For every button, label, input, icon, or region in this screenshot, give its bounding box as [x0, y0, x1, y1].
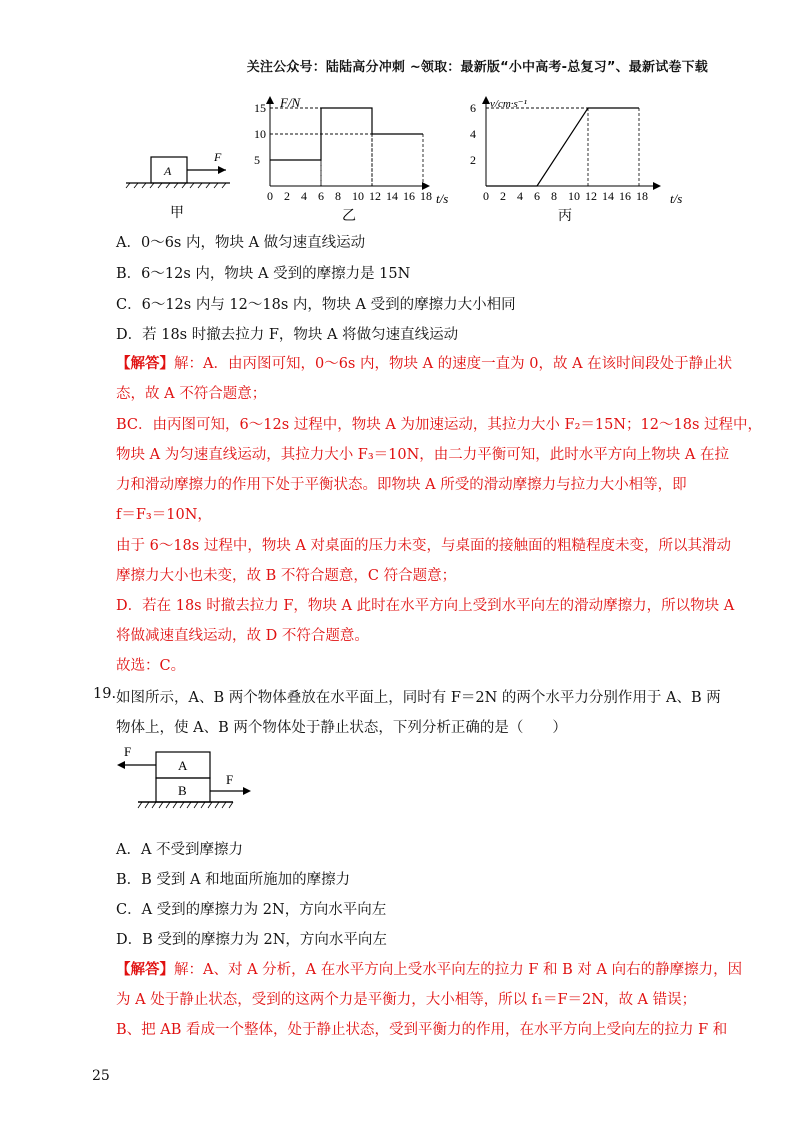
x-tick-label: 4	[517, 189, 523, 203]
caption-yi: 乙	[342, 209, 356, 224]
y-tick-label: 5	[254, 153, 260, 167]
q18-answer-line: 态，故 A 不符合题意；	[116, 386, 267, 402]
caption-bing: 丙	[558, 209, 572, 224]
page-header: 关注公众号：陆陆高分冲刺 ~领取：最新版“小中高考-总复习”、最新试卷下载	[246, 60, 708, 75]
x-tick-label: 16	[619, 189, 631, 203]
q19-answer-line: B、把 AB 看成一个整体，处于静止状态，受到平衡力的作用，在水平方向上受向左的拉力 F 和	[116, 1022, 728, 1038]
figure-jia	[118, 140, 238, 220]
figure-q19	[108, 740, 268, 818]
x-tick-label: 2	[284, 189, 290, 203]
ground-hatch	[126, 183, 226, 188]
q19-option-a: A．A 不受到摩擦力	[116, 842, 244, 858]
y-arrow	[482, 96, 490, 104]
q18-option-a: A．0～6s 内，物块 A 做匀速直线运动	[116, 235, 366, 251]
q18-answer-line: 力和滑动摩擦力的作用下处于平衡状态。即物块 A 所受的滑动摩擦力与拉力大小相等，即	[116, 477, 687, 493]
chart-yi	[250, 92, 465, 224]
x-tick-label: 4	[301, 189, 307, 203]
y-arrow	[266, 96, 274, 104]
q19-option-c: C．A 受到的摩擦力为 2N，方向水平向左	[116, 902, 387, 918]
x-tick-label: 8	[551, 189, 557, 203]
y-tick-label: 15	[254, 101, 266, 115]
q19-stem-line: 物体上，使 A、B 两个物体处于静止状态，下列分析正确的是（ ）	[116, 720, 567, 736]
x-tick-label: 8	[335, 189, 341, 203]
x-label: t/s	[436, 191, 449, 206]
y-tick-label: 4	[470, 127, 476, 141]
x-tick-label: 6	[534, 189, 540, 203]
x-tick-label: 12	[585, 189, 597, 203]
x-label: t/s	[670, 191, 683, 206]
question-number: 19.	[93, 686, 117, 702]
q18-answer-line: 由于 6～18s 过程中，物块 A 对桌面的压力未变，与桌面的接触面的粗糙程度未变，所以其滑动	[116, 538, 732, 554]
q18-answer-line: 摩擦力大小也未变，故 B 不符合题意，C 符合题意；	[116, 568, 457, 584]
x-tick-label: 6	[318, 189, 324, 203]
answer-label: 【解答】	[116, 961, 174, 978]
block-label: A	[164, 164, 172, 178]
answer-label: 【解答】	[116, 355, 174, 372]
y-tick-label: 2	[470, 153, 476, 167]
left-force-label: F	[124, 744, 132, 759]
q18-option-c: C．6～12s 内与 12～18s 内，物块 A 受到的摩擦力大小相同	[116, 297, 516, 313]
q19-option-b: B．B 受到 A 和地面所施加的摩擦力	[116, 872, 351, 888]
y-label: F/N	[280, 95, 301, 110]
x-tick-label: 14	[602, 189, 614, 203]
arrow-head	[218, 166, 226, 174]
q18-option-d: D．若 18s 时撤去拉力 F，物块 A 将做匀速直线运动	[116, 327, 459, 343]
right-force-label: F	[226, 772, 234, 787]
q18-option-b: B．6～12s 内，物块 A 受到的摩擦力是 15N	[116, 266, 411, 282]
q18-answer-line: D．若在 18s 时撤去拉力 F，物块 A 此时在水平方向上受到水平向左的滑动摩擦力，所以物块 A	[116, 598, 735, 614]
ground-hatch	[138, 802, 233, 808]
caption-jia: 甲	[170, 206, 184, 220]
q19-stem-line: 如图所示，A、B 两个物体叠放在水平面上，同时有 F＝2N 的两个水平力分别作用于 A、B 两	[116, 690, 721, 706]
q19-option-d: D．B 受到的摩擦力为 2N，方向水平向左	[116, 932, 387, 948]
page-number: 25	[92, 1068, 110, 1084]
q18-answer-line: BC．由丙图可知，6～12s 过程中，物块 A 为加速运动，其拉力大小 F₂＝15N；12～18s 过程中，	[116, 417, 763, 433]
q18-answer-line: 故选：C。	[116, 658, 186, 674]
q18-answer-line: f＝F₃＝10N，	[116, 507, 212, 523]
x-tick-label: 14	[386, 189, 398, 203]
x-tick-label: 0	[267, 189, 273, 203]
y-label: v/cm·s⁻¹	[490, 98, 527, 110]
x-tick-label: 18	[420, 189, 432, 203]
block-b-label: B	[178, 783, 187, 798]
q19-answer-line: 【解答】解：A、对 A 分析，A 在水平方向上受水平向左的拉力 F 和 B 对 A 向右的静摩擦力，因	[116, 961, 743, 978]
x-tick-label: 18	[636, 189, 648, 203]
x-tick-label: 16	[403, 189, 415, 203]
y-tick-label: 10	[254, 127, 266, 141]
y-tick-label: 6	[470, 101, 476, 115]
q18-answer-line: 物块 A 为匀速直线运动，其拉力大小 F₃＝10N，由二力平衡可知，此时水平方向上物块 A 在拉	[116, 447, 729, 463]
x-tick-label: 0	[483, 189, 489, 203]
x-tick-label: 12	[369, 189, 381, 203]
x-arrow	[653, 182, 661, 190]
chart-bing	[466, 92, 706, 224]
q18-answer-line: 将做减速直线运动，故 D 不符合题意。	[116, 628, 369, 644]
q18-answer-line: 【解答】解：A．由丙图可知，0～6s 内，物块 A 的速度一直为 0，故 A 在该时间段处于静止状	[116, 355, 733, 372]
force-label: F	[214, 150, 222, 164]
x-tick-label: 2	[500, 189, 506, 203]
series-line	[486, 108, 639, 186]
block-a-label: A	[178, 758, 188, 773]
x-tick-label: 10	[352, 189, 364, 203]
arrow-head	[243, 787, 251, 795]
x-tick-label: 10	[568, 189, 580, 203]
arrow-head	[117, 761, 125, 769]
q19-answer-line: 为 A 处于静止状态，受到的这两个力是平衡力，大小相等，所以 f₁＝F＝2N，故 A 错误；	[116, 992, 697, 1008]
